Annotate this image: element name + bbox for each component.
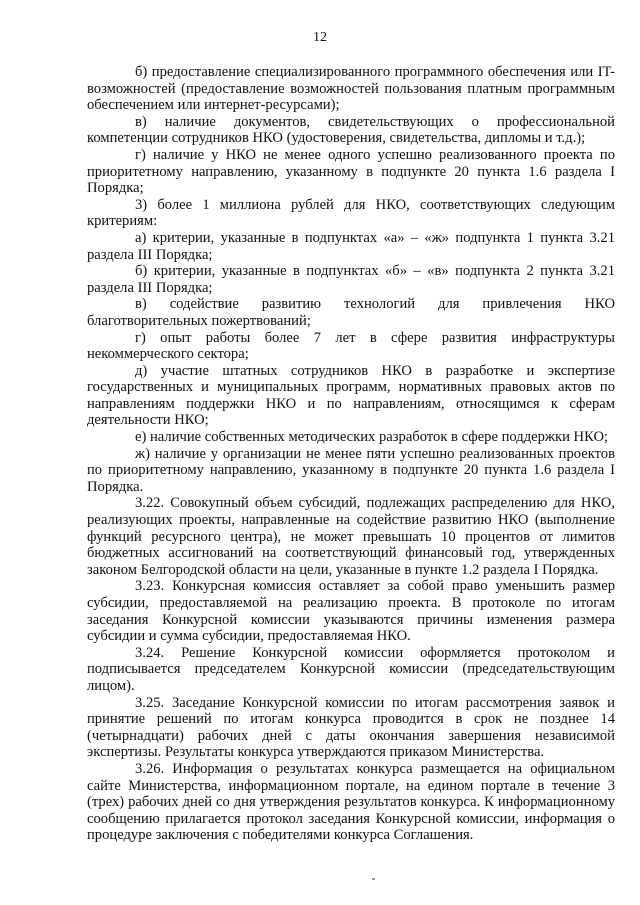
paragraph-3-24: 3.24. Решение Конкурсной комиссии оформляется протоколом и подписывается председателем Конкурсной комиссии (председательствующим лицом). — [87, 644, 615, 694]
scan-dot — [372, 878, 375, 880]
page-number: 12 — [313, 30, 327, 45]
paragraph-g-experience: г) опыт работы более 7 лет в сфере развития инфраструктуры некоммерческого сектора; — [87, 329, 615, 363]
paragraph-b-criteria: б) критерии, указанные в подпунктах «б» – «в» подпункта 2 пункта 3.21 раздела III Порядка; — [87, 263, 615, 296]
paragraph-g-project: г) наличие у НКО не менее одного успешно реализованного проекта по приоритетному направлению, указанному в подпункте 20 пункта 1.6 раздела I Порядка; — [87, 146, 615, 197]
paragraph-3-25: 3.25. Заседание Конкурсной комиссии по итогам рассмотрения заявок и принятие решений по итогам конкурса проводится в срок не позднее 14 (четырнадцати) рабочих дней с даты окончания завершения независимой экспертизы. Результаты конкурса утверждаются приказом Министерства. — [87, 694, 615, 761]
paragraph-3-23: 3.23. Конкурсная комиссия оставляет за собой право уменьшить размер субсидии, предоставляемой на реализацию проекта. В протоколе по итогам заседания Конкурсной комиссии указываются причины изменения размера субсидии и сумма субсидии, предоставляемая НКО. — [87, 578, 615, 645]
paragraph-d-staff: д) участие штатных сотрудников НКО в разработке и экспертизе государственных и муниципальных программ, нормативных правовых актов по направлениям поддержки НКО и по направлениям, относящимся к сферам деятельности НКО; — [87, 362, 615, 429]
paragraph-a-criteria: а) критерии, указанные в подпунктах «а» – «ж» подпункта 1 пункта 3.21 раздела III Порядка; — [87, 229, 615, 263]
paragraph-zh-projects: ж) наличие у организации не менее пяти успешно реализованных проектов по приоритетному направлению, указанному в подпункте 20 пункта 1.6 раздела I Порядка. — [87, 445, 615, 495]
paragraph-v-donations: в) содействие развитию технологий для привлечения НКО благотворительных пожертвований; — [87, 296, 615, 329]
paragraph-3-22: 3.22. Совокупный объем субсидий, подлежащих распределению для НКО, реализующих проекты, направленные на содействие развитию НКО (выполнение функций ресурсного центра), не может превышать 10 процентов от лимитов бюджетных ассигнований на соответствующий финансовый год, утвержденных законом Белгородской области на цели, указанные в пункте 1.2 раздела I Порядка. — [87, 495, 615, 578]
paragraph-v-documents: в) наличие документов, свидетельствующих о профессиональной компетенции сотрудников НКО (удостоверения, свидетельства, дипломы и т.д.); — [87, 113, 615, 147]
paragraph-3-26: 3.26. Информация о результатах конкурса размещается на официальном сайте Министерства, информационном портале, на едином портале в течение 3 (трех) рабочих дней со дня утверждения результатов конкурса. К информационному сообщению прилагается протокол заседания Конкурсной комиссии, информация о процедуре заключения с победителями конкурса Соглашения. — [87, 760, 615, 844]
paragraph-b-software: б) предоставление специализированного программного обеспечения или IT-возможностей (предоставление возможностей пользования платным программным обеспечением или интернет-ресурсами); — [87, 64, 615, 114]
paragraph-3-criteria: 3) более 1 миллиона рублей для НКО, соответствующих следующим критериям: — [87, 196, 615, 230]
paragraph-e-methods: е) наличие собственных методических разработок в сфере поддержки НКО; — [135, 429, 609, 446]
document-body — [87, 64, 615, 844]
